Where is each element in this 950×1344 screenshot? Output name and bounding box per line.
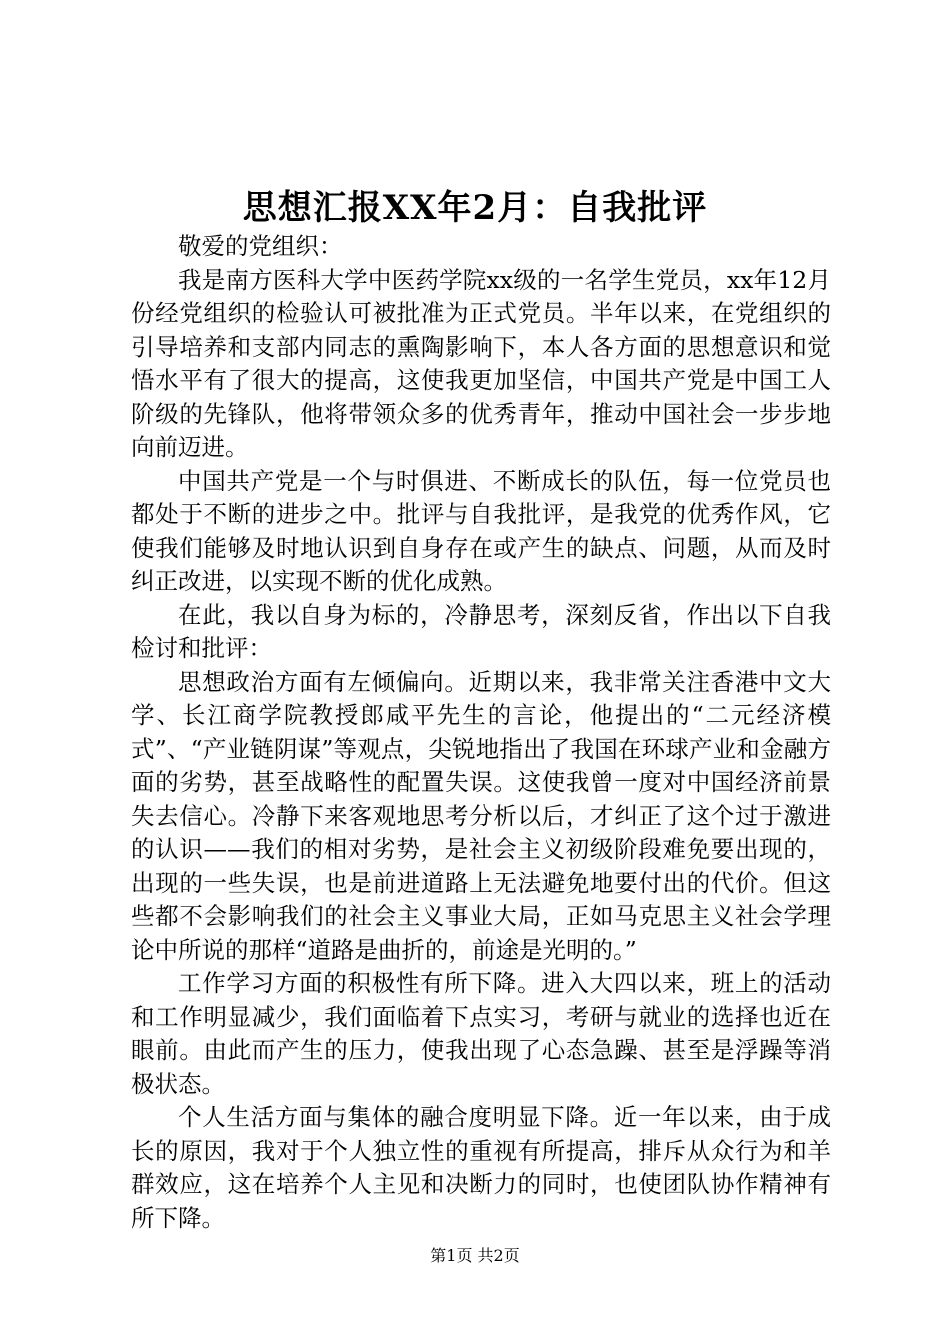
paragraph-political-thought: 思想政治方面有左倾偏向。近期以来，我非常关注香港中文大学、长江商学院教授郎咸平先生的言论，他提出的“二元经济模式”、“产业链阴谋”等观点，尖锐地指出了我国在环球产业和金融方面的劣势，甚至战略性的配置失误。这使我曾一度对中国经济前景失去信心。冷静下来客观地思考分析以后，才纠正了这个过于激进的认识——我们的相对劣势，是社会主义初级阶段难免要出现的，出现的一些失误，也是前进道路上无法避免地要付出的代价。但这些都不会影响我们的社会主义事业大局，正如马克思主义社会学理论中所说的那样“道路是曲折的，前途是光明的。”: [131, 667, 831, 964]
paragraph-personal-life: 个人生活方面与集体的融合度明显下降。近一年以来，由于成长的原因，我对于个人独立性的重视有所提高，排斥从众行为和羊群效应，这在培养个人主见和决断力的同时，也使团队协作精神有所下降。: [131, 1103, 831, 1232]
page-indicator: 第1页 共2页: [430, 1246, 520, 1265]
document-title: 思想汇报XX年2月：自我批评: [242, 188, 708, 228]
paragraph-criticism-style: 中国共产党是一个与时俱进、不断成长的队伍，每一位党员也都处于不断的进步之中。批评与自我批评，是我党的优秀作风，它使我们能够及时地认识到自身存在或产生的缺点、问题，从而及时纠正改进，以实现不断的优化成熟。: [131, 466, 831, 595]
paragraph-work-study: 工作学习方面的积极性有所下降。进入大四以来，班上的活动和工作明显减少，我们面临着下点实习，考研与就业的选择也近在眼前。由此而产生的压力，使我出现了心态急躁、甚至是浮躁等消极状态。: [131, 969, 831, 1098]
paragraph-self-review: 在此，我以自身为标的，冷静思考，深刻反省，作出以下自我检讨和批评：: [131, 600, 831, 662]
document-body: [131, 230, 831, 1235]
salutation: 敬爱的党组织：: [178, 232, 343, 260]
paragraph-intro: 我是南方医科大学中医药学院xx级的一名学生党员，xx年12月份经党组织的检验认可被批准为正式党员。半年以来，在党组织的引导培养和支部内同志的熏陶影响下，本人各方面的思想意识和觉悟水平有了很大的提高，这使我更加坚信，中国共产党是中国工人阶级的先锋队，他将带领众多的优秀青年，推动中国社会一步步地向前迈进。: [131, 265, 831, 461]
